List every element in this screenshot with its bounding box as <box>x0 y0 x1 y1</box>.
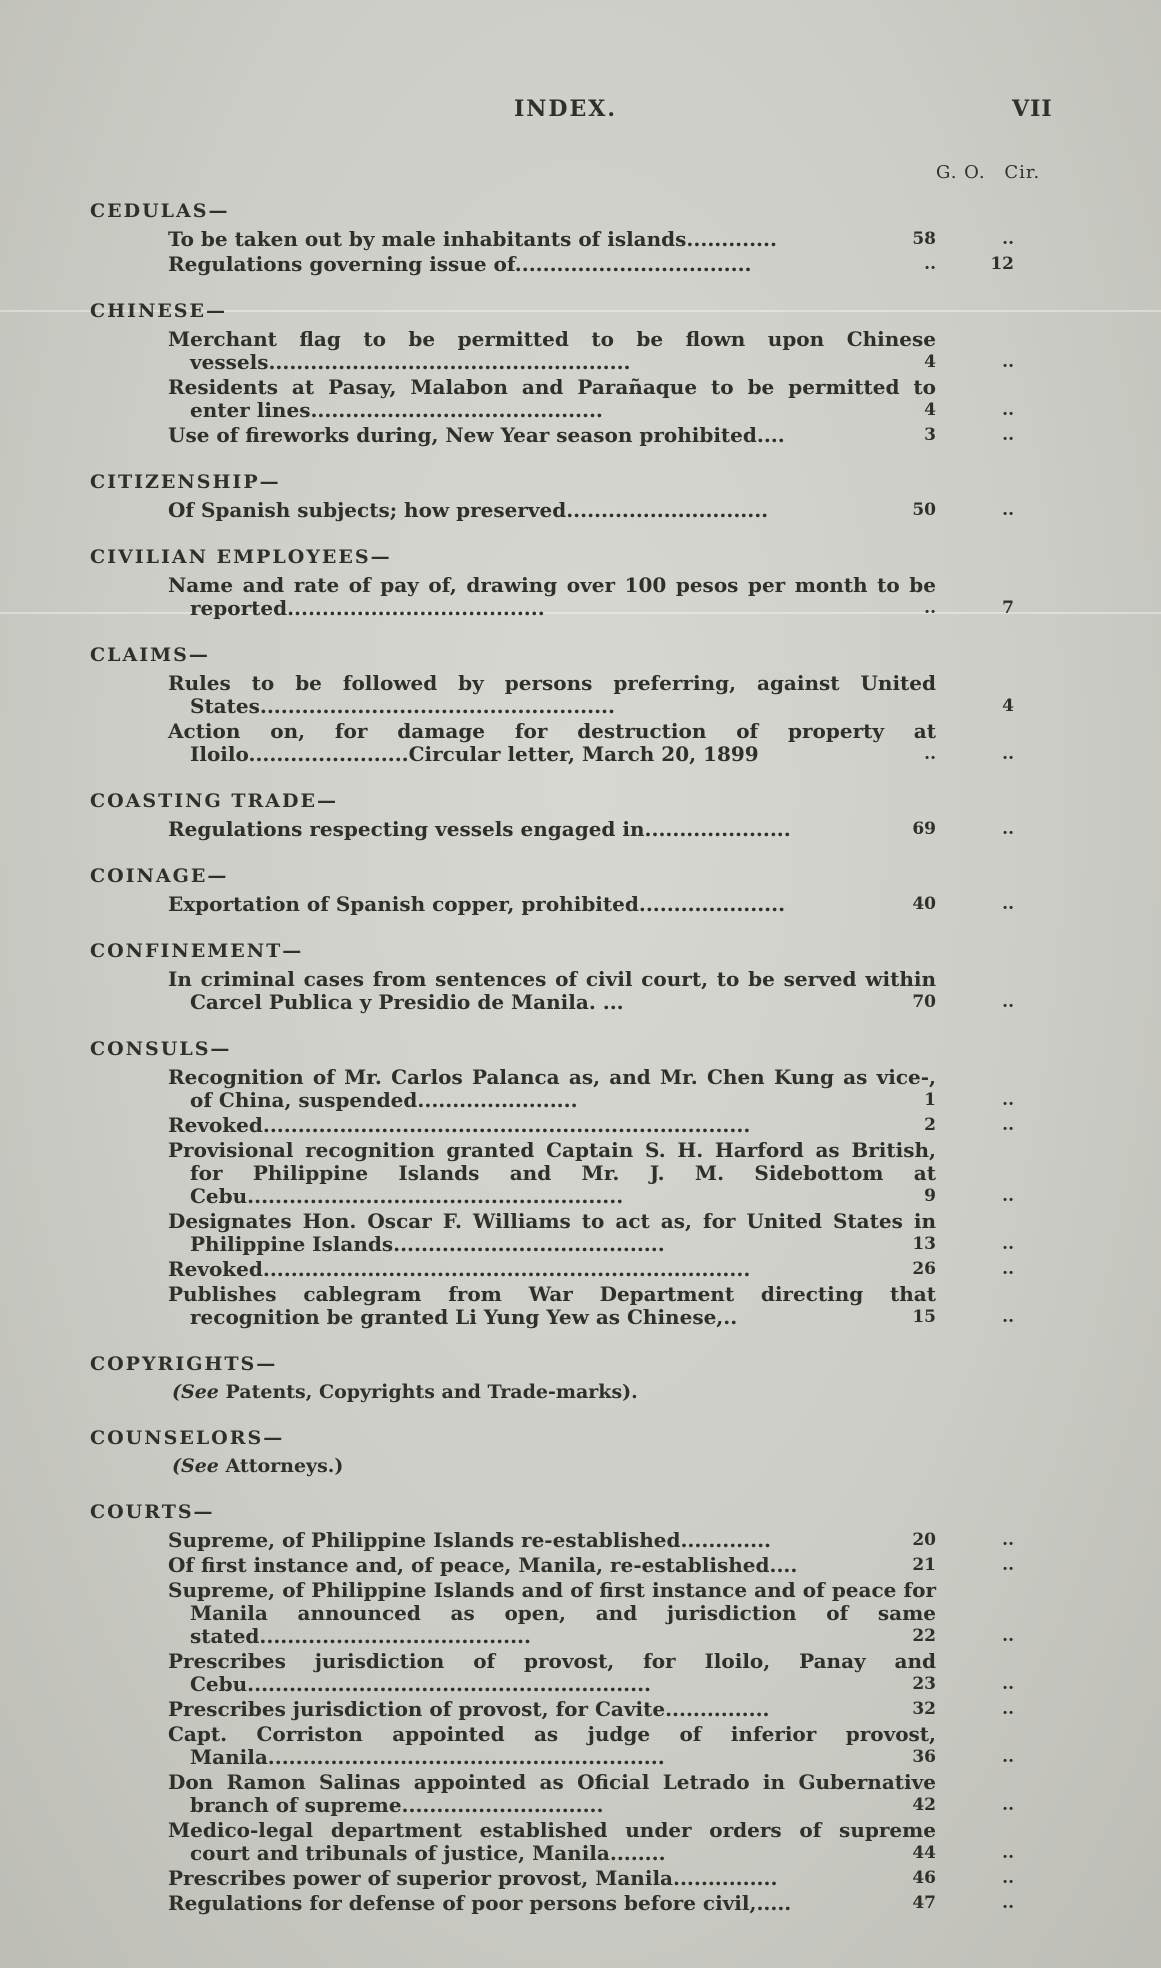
general-order-number: 58 <box>912 229 936 249</box>
general-order-number: 22 <box>912 1626 936 1646</box>
circular-number: .. <box>1002 500 1014 520</box>
general-order-number: 50 <box>912 500 936 520</box>
entry-text: Of first instance and, of peace, Manila, re-established.... <box>168 1553 798 1577</box>
circular-number: .. <box>1002 1530 1014 1550</box>
index-entry <box>168 1065 1014 1112</box>
circular-number: .. <box>1002 819 1014 839</box>
column-headers <box>936 162 1040 183</box>
general-order-number: 23 <box>912 1674 936 1694</box>
index-section <box>90 790 1090 841</box>
index-section <box>90 940 1090 1014</box>
index-section <box>90 471 1090 522</box>
index-entry <box>168 573 1014 620</box>
index-entry <box>168 1891 1014 1915</box>
general-order-number: .. <box>924 598 936 618</box>
index-section <box>90 300 1090 447</box>
index-section <box>90 865 1090 916</box>
circular-number: 7 <box>1002 598 1014 618</box>
entry-text: Revoked...................................................................... <box>168 1113 751 1137</box>
circular-number: .. <box>1002 352 1014 372</box>
general-order-number: 70 <box>912 992 936 1012</box>
page-number: VII <box>1012 96 1053 122</box>
index-section <box>90 1353 1090 1403</box>
section-heading: CLAIMS— <box>90 644 210 666</box>
entry-text: Exportation of Spanish copper, prohibited..................... <box>168 892 786 916</box>
entry-text: Merchant flag to be permitted to be flown upon Chinese vessels.................................................... <box>168 327 936 374</box>
section-heading: CIVILIAN EMPLOYEES— <box>90 546 392 568</box>
index-entry <box>168 1138 1014 1208</box>
index-entry <box>168 498 1014 522</box>
section-heading: COINAGE— <box>90 865 229 887</box>
section-heading: COASTING TRADE— <box>90 790 338 812</box>
circular-number: .. <box>1002 1186 1014 1206</box>
general-order-number: 2 <box>924 1115 936 1135</box>
section-heading: COUNSELORS— <box>90 1427 285 1449</box>
general-order-number: 42 <box>912 1795 936 1815</box>
general-order-number: .. <box>924 254 936 274</box>
entry-text: Action on, for damage for destruction of property at Iloilo.......................Circular letter, March 20, 1899 <box>168 719 936 766</box>
general-order-number: 20 <box>912 1530 936 1550</box>
entry-text: Capt. Corriston appointed as judge of inferior provost, Manila......................................................... <box>168 1722 936 1769</box>
index-entry <box>168 1113 1014 1137</box>
entry-text: Prescribes power of superior provost, Manila............... <box>168 1866 778 1890</box>
circular-number: 4 <box>1002 696 1014 716</box>
entry-text: Regulations respecting vessels engaged in..................... <box>168 817 791 841</box>
index-entry <box>168 1528 1014 1552</box>
index-entry <box>168 817 1014 841</box>
entry-text: Name and rate of pay of, drawing over 100 pesos per month to be reported..................................... <box>168 573 936 620</box>
general-order-number: 9 <box>924 1186 936 1206</box>
general-order-number: 26 <box>912 1259 936 1279</box>
index-section <box>90 1038 1090 1329</box>
general-order-number: 21 <box>912 1555 936 1575</box>
entry-text: Rules to be followed by persons preferring, against United States................................................... <box>168 671 936 718</box>
general-order-number: 13 <box>912 1234 936 1254</box>
index-entry <box>168 671 1014 718</box>
index-section <box>90 200 1090 276</box>
section-heading: CEDULAS— <box>90 200 230 222</box>
see-reference <box>172 1381 1090 1403</box>
column-header-cir: Cir. <box>1004 162 1041 183</box>
entry-text: Don Ramon Salinas appointed as Oficial Letrado in Gubernative branch of supreme............................. <box>168 1770 936 1817</box>
section-heading: COPYRIGHTS— <box>90 1353 278 1375</box>
index-content <box>90 200 1090 1939</box>
index-entry <box>168 892 1014 916</box>
index-entry <box>168 1553 1014 1577</box>
see-target: Patents, Copyrights and Trade-marks). <box>218 1381 638 1403</box>
entry-text: To be taken out by male inhabitants of islands............. <box>168 227 777 251</box>
index-entry <box>168 1282 1014 1329</box>
circular-number: .. <box>1002 1555 1014 1575</box>
entry-text: Revoked...................................................................... <box>168 1257 751 1281</box>
index-entry <box>168 967 1014 1014</box>
see-reference <box>172 1455 1090 1477</box>
circular-number: .. <box>1002 425 1014 445</box>
see-target: Attorneys.) <box>218 1455 344 1477</box>
index-entry <box>168 1649 1014 1696</box>
section-heading: COURTS— <box>90 1501 215 1523</box>
circular-number: 12 <box>990 254 1014 274</box>
section-heading: CONSULS— <box>90 1038 232 1060</box>
page-header <box>0 96 1161 132</box>
entry-text: Regulations for defense of poor persons before civil,..... <box>168 1891 792 1915</box>
circular-number: .. <box>1002 1259 1014 1279</box>
index-entry <box>168 1697 1014 1721</box>
general-order-number: 4 <box>924 400 936 420</box>
circular-number: .. <box>1002 1674 1014 1694</box>
section-heading: CONFINEMENT— <box>90 940 304 962</box>
entry-text: Supreme, of Philippine Islands re-established............. <box>168 1528 771 1552</box>
index-entry <box>168 1866 1014 1890</box>
page-title: INDEX. <box>514 96 617 122</box>
entry-text: Prescribes jurisdiction of provost, for Cavite............... <box>168 1697 770 1721</box>
general-order-number: 46 <box>912 1868 936 1888</box>
entry-text: Designates Hon. Oscar F. Williams to act as, for United States in Philippine Islands....................................... <box>168 1209 936 1256</box>
general-order-number: 15 <box>912 1307 936 1327</box>
index-entry <box>168 1770 1014 1817</box>
entry-text: Use of fireworks during, New Year season prohibited.... <box>168 423 785 447</box>
entry-text: Provisional recognition granted Captain S. H. Harford as British, for Philippine Islands and Mr. J. M. Sidebottom at Cebu...................................................... <box>168 1138 936 1208</box>
entry-text: Of Spanish subjects; how preserved............................. <box>168 498 769 522</box>
circular-number: .. <box>1002 1795 1014 1815</box>
entry-text: Prescribes jurisdiction of provost, for Iloilo, Panay and Cebu.......................................................... <box>168 1649 936 1696</box>
index-section <box>90 644 1090 766</box>
entry-text: In criminal cases from sentences of civil court, to be served within Carcel Publica y Presidio de Manila. ... <box>168 967 936 1014</box>
index-entry <box>168 1722 1014 1769</box>
circular-number: .. <box>1002 992 1014 1012</box>
index-entry <box>168 327 1014 374</box>
general-order-number: 40 <box>912 894 936 914</box>
general-order-number: 3 <box>924 425 936 445</box>
section-heading: CHINESE— <box>90 300 228 322</box>
index-section <box>90 546 1090 620</box>
index-entry <box>168 1257 1014 1281</box>
section-heading: CITIZENSHIP— <box>90 471 281 493</box>
index-entry <box>168 1818 1014 1865</box>
index-entry <box>168 227 1014 251</box>
general-order-number: .. <box>924 744 936 764</box>
column-header-go: G. O. <box>936 162 986 183</box>
entry-text: Supreme, of Philippine Islands and of first instance and of peace for Manila announced as open, and jurisdiction of same stated....................................... <box>168 1578 936 1648</box>
index-section <box>90 1501 1090 1915</box>
circular-number: .. <box>1002 1115 1014 1135</box>
index-entry <box>168 423 1014 447</box>
circular-number: .. <box>1002 400 1014 420</box>
circular-number: .. <box>1002 744 1014 764</box>
index-section <box>90 1427 1090 1477</box>
index-entry <box>168 1209 1014 1256</box>
circular-number: .. <box>1002 1307 1014 1327</box>
circular-number: .. <box>1002 1090 1014 1110</box>
general-order-number: 36 <box>912 1747 936 1767</box>
entry-text: Residents at Pasay, Malabon and Parañaque to be permitted to enter lines.......................................... <box>168 375 936 422</box>
circular-number: .. <box>1002 894 1014 914</box>
general-order-number: 44 <box>912 1843 936 1863</box>
circular-number: .. <box>1002 1893 1014 1913</box>
circular-number: .. <box>1002 1868 1014 1888</box>
general-order-number: 69 <box>912 819 936 839</box>
index-entry <box>168 375 1014 422</box>
entry-text: Medico-legal department established under orders of supreme court and tribunals of justice, Manila........ <box>168 1818 936 1865</box>
circular-number: .. <box>1002 1626 1014 1646</box>
general-order-number: 4 <box>924 352 936 372</box>
circular-number: .. <box>1002 1843 1014 1863</box>
general-order-number: 32 <box>912 1699 936 1719</box>
entry-text: Regulations governing issue of.................................. <box>168 252 752 276</box>
circular-number: .. <box>1002 1234 1014 1254</box>
index-entry <box>168 252 1014 276</box>
general-order-number: 1 <box>924 1090 936 1110</box>
general-order-number: 47 <box>912 1893 936 1913</box>
index-entry <box>168 1578 1014 1648</box>
circular-number: .. <box>1002 229 1014 249</box>
circular-number: .. <box>1002 1699 1014 1719</box>
entry-text: Publishes cablegram from War Department directing that recognition be granted Li Yung Yew as Chinese,.. <box>168 1282 936 1329</box>
index-entry <box>168 719 1014 766</box>
entry-text: Recognition of Mr. Carlos Palanca as, and Mr. Chen Kung as vice-, of China, suspended....................... <box>168 1065 936 1112</box>
circular-number: .. <box>1002 1747 1014 1767</box>
see-prefix: (See <box>172 1455 219 1477</box>
see-prefix: (See <box>172 1381 219 1403</box>
